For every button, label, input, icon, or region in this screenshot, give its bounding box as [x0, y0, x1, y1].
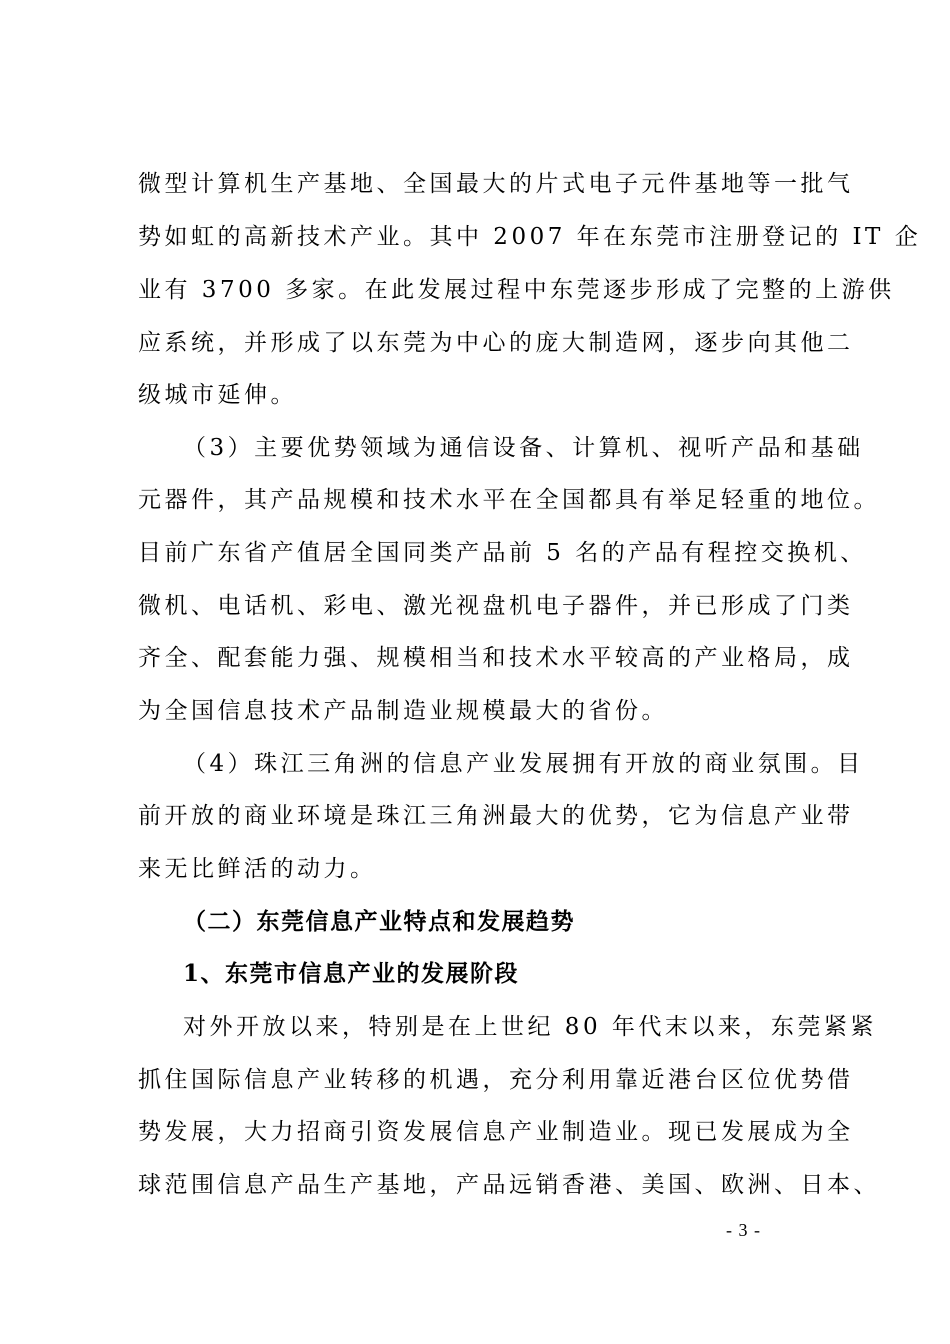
body-text-line: 元器件，其产品规模和技术水平在全国都具有举足轻重的地位。: [138, 487, 880, 513]
paragraph-4-start: （4）珠江三角洲的信息产业发展拥有开放的商业氛围。目: [183, 751, 864, 777]
body-text-line: 目前广东省产值居全国同类产品前 5 名的产品有程控交换机、: [138, 540, 867, 566]
body-text-line: 齐全、配套能力强、规模相当和技术水平较高的产业格局，成: [138, 645, 854, 671]
paragraph-start: 对外开放以来，特别是在上世纪 80 年代末以来，东莞紧紧: [183, 1014, 877, 1040]
subsection-heading: 1、东莞市信息产业的发展阶段: [183, 960, 520, 987]
body-text-line: 势如虹的高新技术产业。其中 2007 年在东莞市注册登记的 IT 企: [138, 224, 922, 250]
page-number: - 3 -: [726, 1220, 761, 1240]
body-text-line: 抓住国际信息产业转移的机遇，充分利用靠近港台区位优势借: [138, 1067, 854, 1093]
section-heading: （二）东莞信息产业特点和发展趋势: [183, 908, 575, 935]
body-text-line: 微机、电话机、彩电、激光视盘机电子器件，并已形成了门类: [138, 593, 854, 619]
body-text-line: 为全国信息技术产品制造业规模最大的省份。: [138, 698, 668, 724]
body-text-line: 业有 3700 多家。在此发展过程中东莞逐步形成了完整的上游供: [138, 277, 895, 303]
body-text-line: 来无比鲜活的动力。: [138, 856, 377, 882]
body-text-line: 势发展，大力招商引资发展信息产业制造业。现已发展成为全: [138, 1119, 854, 1145]
paragraph-3-start: （3）主要优势领域为通信设备、计算机、视听产品和基础: [183, 435, 864, 461]
body-text-line: 前开放的商业环境是珠江三角洲最大的优势，它为信息产业带: [138, 803, 854, 829]
body-text-line: 级城市延伸。: [138, 382, 297, 408]
body-text-line: 微型计算机生产基地、全国最大的片式电子元件基地等一批气: [138, 171, 854, 197]
body-text-line: 应系统，并形成了以东莞为中心的庞大制造网，逐步向其他二: [138, 330, 854, 356]
body-text-line: 球范围信息产品生产基地，产品远销香港、美国、欧洲、日本、: [138, 1172, 880, 1198]
